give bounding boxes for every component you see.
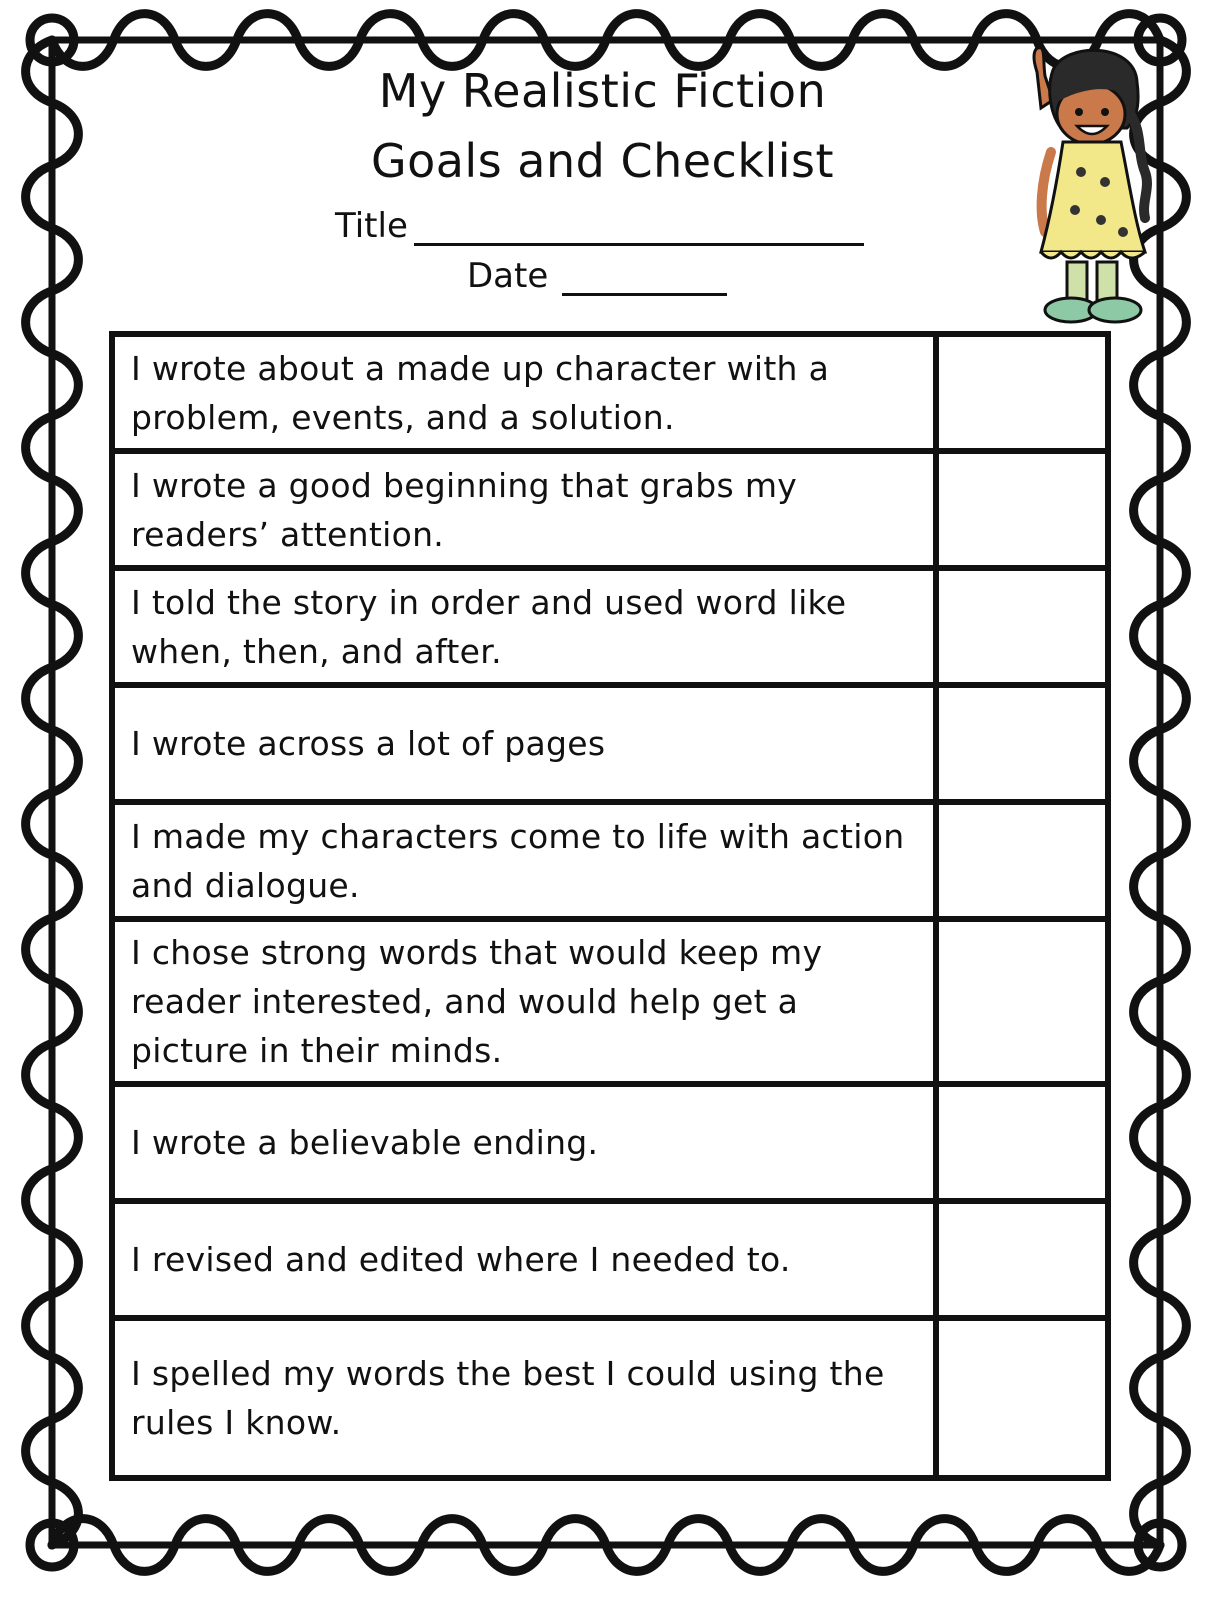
title-field [335,206,864,246]
checklist-row [112,334,1108,451]
check-box[interactable] [936,334,1108,451]
goal-text: I made my characters come to life with action and dialogue. [112,802,936,919]
goal-text: I chose strong words that would keep my reader interested, and would help get a picture in their minds. [112,919,936,1084]
goal-text: I wrote a believable ending. [112,1084,936,1201]
date-blank-line[interactable] [562,265,727,296]
goal-text: I told the story in order and used word like when, then, and after. [112,568,936,685]
check-box[interactable] [936,1201,1108,1318]
checklist-row [112,1318,1108,1478]
check-box[interactable] [936,451,1108,568]
title-blank-line[interactable] [414,215,864,246]
checklist-row [112,1084,1108,1201]
checklist-row [112,919,1108,1084]
goal-text: I wrote across a lot of pages [112,685,936,802]
checklist-row [112,1201,1108,1318]
goal-text: I revised and edited where I needed to. [112,1201,936,1318]
goals-checklist-table [109,331,1111,1481]
checklist-row [112,568,1108,685]
check-box[interactable] [936,802,1108,919]
check-box[interactable] [936,1084,1108,1201]
goal-text: I wrote a good beginning that grabs my readers’ attention. [112,451,936,568]
check-box[interactable] [936,685,1108,802]
date-field [467,256,727,296]
checklist-row [112,685,1108,802]
goal-text: I spelled my words the best I could using the rules I know. [112,1318,936,1478]
check-box[interactable] [936,1318,1108,1478]
checklist-row [112,802,1108,919]
check-box[interactable] [936,568,1108,685]
girl-pointing-up-icon [1005,42,1165,327]
title-field-label: Title [335,206,408,246]
page-title-line-1: My Realistic Fiction [378,64,827,118]
page-title-line-2: Goals and Checklist [370,134,835,188]
date-field-label: Date [467,256,549,296]
goal-text: I wrote about a made up character with a problem, events, and a solution. [112,334,936,451]
checklist-row [112,451,1108,568]
check-box[interactable] [936,919,1108,1084]
